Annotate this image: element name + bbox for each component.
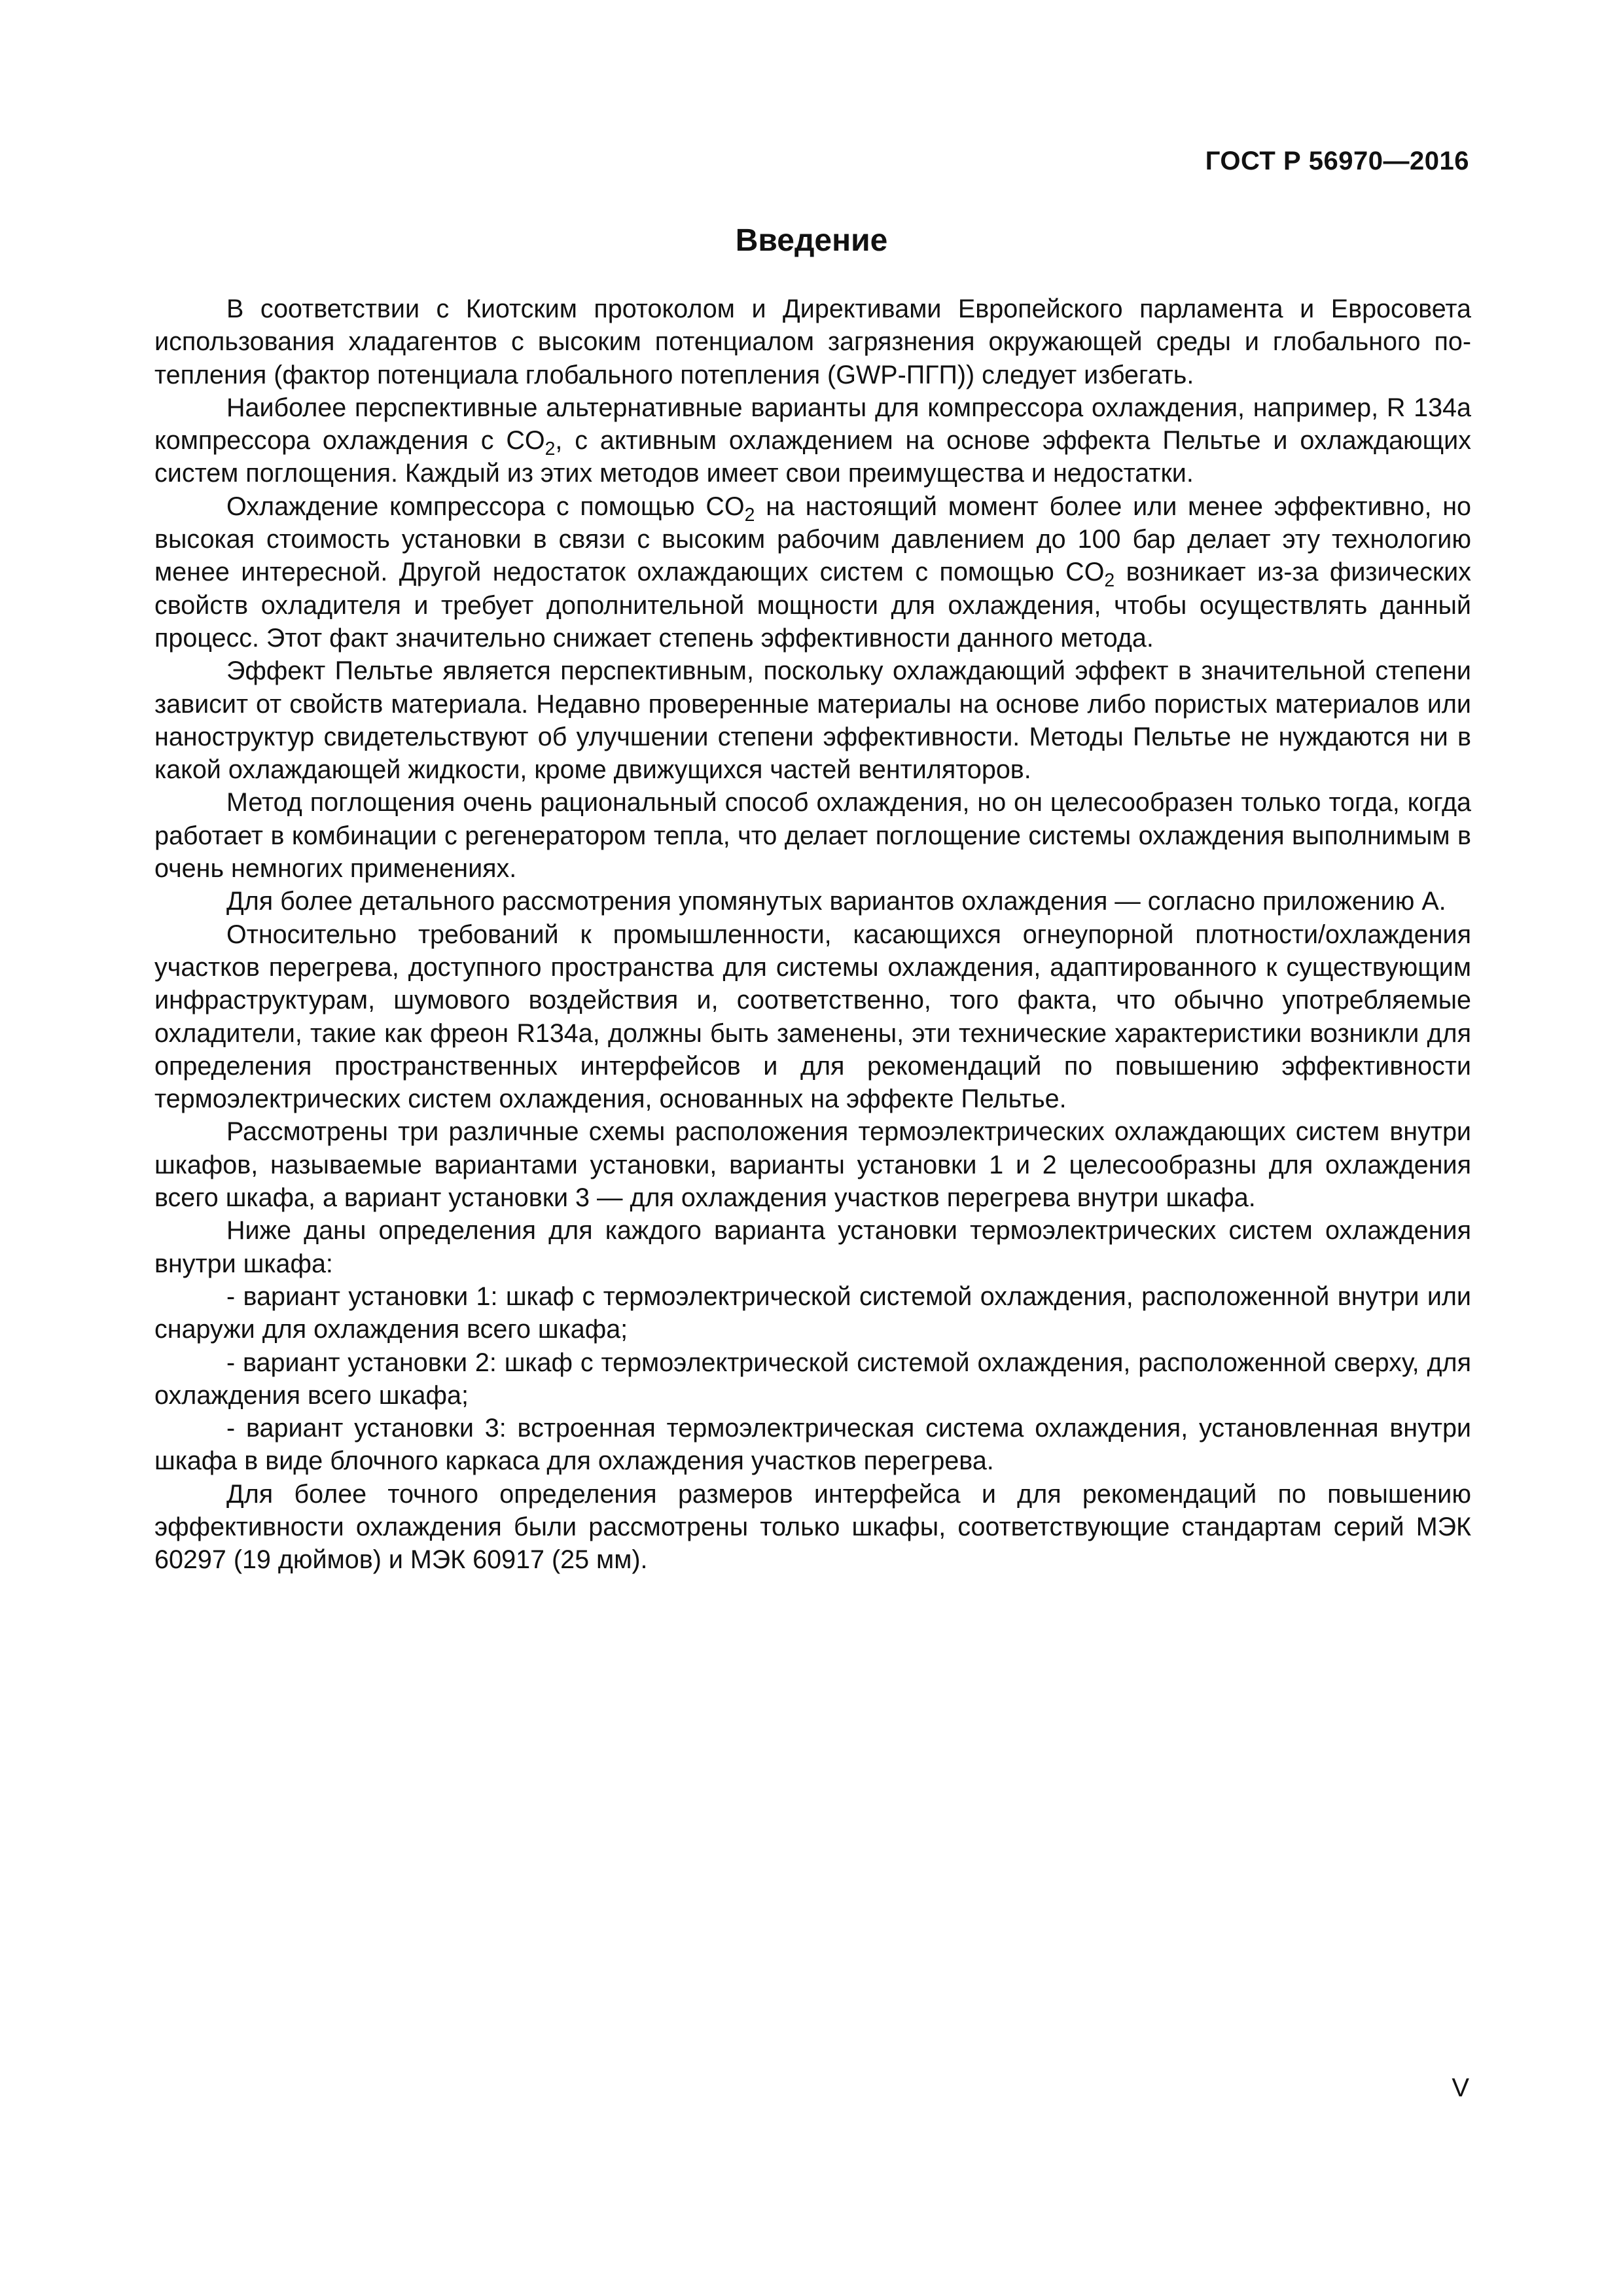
paragraph-2-part-a: Наиболее перспективные альтернативные варианты для компрессора охлаждения, например, R 134a компрессора охлаждения с CO: [154, 393, 1471, 456]
subscript-2: 2: [544, 439, 556, 460]
paragraph-7: Относительно требований к промышленности, касающихся огнеупорной плотности/охлаждения участков перегрева, доступного пространства для системы охлаждения, адаптированного к существующим инфраструктурам, шумового воздействия и, соответственно, того факта, что обычно употребляемые охладители, такие как фреон R134a, должны быть заменены, эти технические характеристики возникли для определения пространственных интерфейсов и для рекомендаций по повышению эффективности термоэлектрических систем охлаждения, основанных на эффекте Пельтье.: [154, 920, 1471, 1114]
paragraph-3-part-c: возникает из-за физических свойств охладителя и требует дополнительной мощности для охлаждения, чтобы осуществлять данный процесс. Этот факт значительно снижает степень эффективности данного метода.: [154, 558, 1471, 653]
paragraph-6: Для более детального рассмотрения упомянутых вариантов охлаждения — согласно приложению А.: [226, 887, 1446, 916]
paragraph-5: Метод поглощения очень рациональный способ охлаждения, но он целесообразен только тогда, когда работает в комбинации с регенератором тепла, что делает поглощение системы охлаждения выполнимым в очень немногих применениях.: [154, 788, 1471, 884]
subscript-2: 2: [1104, 570, 1115, 592]
paragraph-2-part-b: , с активным охлаждением на основе эффекта Пельтье и охлаждающих систем поглощения. Каждый из этих методов имеет свои преимущества и недостатки.: [154, 426, 1471, 488]
paragraph-4: Эффект Пельтье является перспективным, поскольку охлаждающий эффект в значительной степени зависит от свойств материала. Недавно проверенные материалы на основе либо пористых материалов или наноструктур свидетельствуют об улучшении степени эффективности. Методы Пельтье не нуждаются ни в какой охлаждающей жидкости, кроме движущихся частей вентиляторов.: [154, 656, 1471, 785]
document-code: ГОСТ Р 56970—2016: [1205, 147, 1469, 175]
paragraph-9: Ниже даны определения для каждого варианта установки термоэлектрических систем охлаждения внутри шкафа:: [154, 1216, 1471, 1278]
paragraph-3: [154, 490, 1471, 655]
list-item-variant-1: - вариант установки 1: шкаф с термоэлектрической системой охлаждения, расположенной внутри или снаружи для охлаждения всего шкафа;: [154, 1282, 1471, 1344]
subscript-2: 2: [744, 504, 755, 526]
paragraph-3-part-b: на настоящий момент более или менее эффективно, но высокая стоимость установки в связи с высоким рабочим давлением до 100 бар делает эту технологию менее интересной. Другой недостаток охлаждающих систем с помощью CO: [154, 492, 1471, 587]
paragraph-1: В соответствии с Киотским протоколом и Директивами Европейского парламента и Евросовета использования хладагентов с высоким потенциалом загрязнения окружающей среды и глобального потепления (фактор потенциала глобального потепления (GWP-ПГП)) следует избегать.: [154, 295, 1471, 389]
list-item-variant-3: - вариант установки 3: встроенная термоэлектрическая система охлаждения, установленная внутри шкафа в виде блочного каркаса для охлаждения участков перегрева.: [154, 1414, 1471, 1476]
paragraph-8: Рассмотрены три различные схемы расположения термоэлектрических охлаждающих систем внутри шкафов, называемые вариантами установки, варианты установки 1 и 2 целесообразны для охлаждения всего шкафа, а вариант установки 3 — для охлаждения участков перегрева внутри шкафа.: [154, 1117, 1471, 1213]
section-title: Введение: [735, 223, 888, 258]
paragraph-13: Для более точного определения размеров интерфейса и для рекомендаций по повышению эффективности охлаждения были рассмотрены только шкафы, соответствующие стандартам серий МЭК 60297 (19 дюймов) и МЭК 60917 (25 мм).: [154, 1479, 1471, 1575]
paragraph-2: [154, 391, 1471, 490]
paragraph-3-part-a: Охлаждение компрессора с помощью CO: [226, 492, 745, 521]
page-number: V: [1452, 2073, 1469, 2102]
list-item-variant-2: - вариант установки 2: шкаф с термоэлектрической системой охлаждения, расположенной сверху, для охлаждения всего шкафа;: [154, 1348, 1471, 1410]
introduction-body: [154, 293, 1471, 1577]
